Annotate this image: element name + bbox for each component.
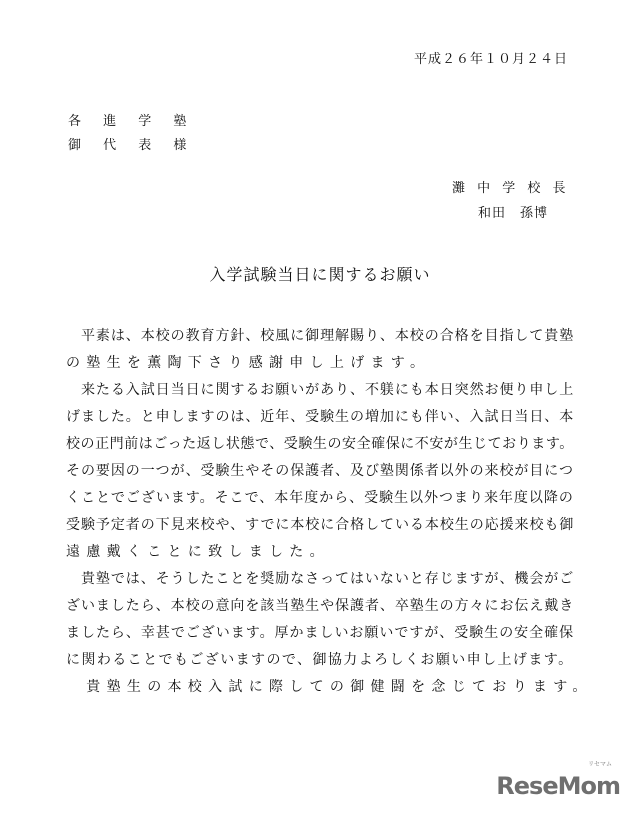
body-line: 遠慮戴くことに致しました。	[66, 544, 330, 560]
sender-title: 灘 中 学 校 長	[452, 181, 570, 196]
body-line: げました。と申しますのは、近年、受験生の増加にも伴い、入試日当日、本	[66, 409, 575, 425]
body-line: の塾生を薫陶下さり感謝申し上げます。	[66, 355, 431, 371]
sender-name: 和田 孫博	[478, 206, 549, 221]
body-line: に関わることでもございますので、御協力よろしくお願い申し上げます。	[66, 652, 574, 668]
recipient-line-2: 御 代 表 様	[68, 138, 196, 153]
body-line: 貴塾生の本校入試に際しての御健闘を念じております。	[66, 679, 593, 695]
watermark-kana: リセマム	[588, 761, 612, 768]
recipient-line-1: 各 進 学 塾	[68, 114, 196, 129]
body-line: ましたら、幸甚でございます。厚かましいお願いですが、受験生の安全確保	[66, 625, 575, 641]
body-line: くことでございます。そこで、本年度から、受験生以外つまり来年度以降の	[66, 490, 574, 506]
body-line: 貴塾では、そうしたことを奨励なさってはいないと存じますが、機会がご	[66, 571, 575, 587]
body-line: 校の正門前はごった返し状態で、受験生の安全確保に不安が生じております。	[66, 436, 574, 452]
document-title: 入学試験当日に関するお願い	[209, 265, 431, 284]
body-line: 受験予定者の下見来校や、すでに本校に合格している本校生の応援来校も御	[66, 517, 575, 533]
resemom-logo: ReseMom	[496, 772, 620, 800]
body-line: ざいましたら、本校の意向を該当塾生や保護者、卒塾生の方々にお伝え戴き	[66, 598, 575, 614]
body-line: 平素は、本校の教育方針、校風に御理解賜り、本校の合格を目指して貴塾	[66, 328, 575, 344]
body-line: その要因の一つが、受験生やその保護者、及び塾関係者以外の来校が目につ	[66, 463, 574, 479]
document-date: 平成２６年１０月２４日	[413, 52, 568, 67]
document-body	[66, 323, 593, 701]
body-line: 来たる入試日当日に関するお願いがあり、不躾にも本日突然お便り申し上	[66, 382, 575, 398]
